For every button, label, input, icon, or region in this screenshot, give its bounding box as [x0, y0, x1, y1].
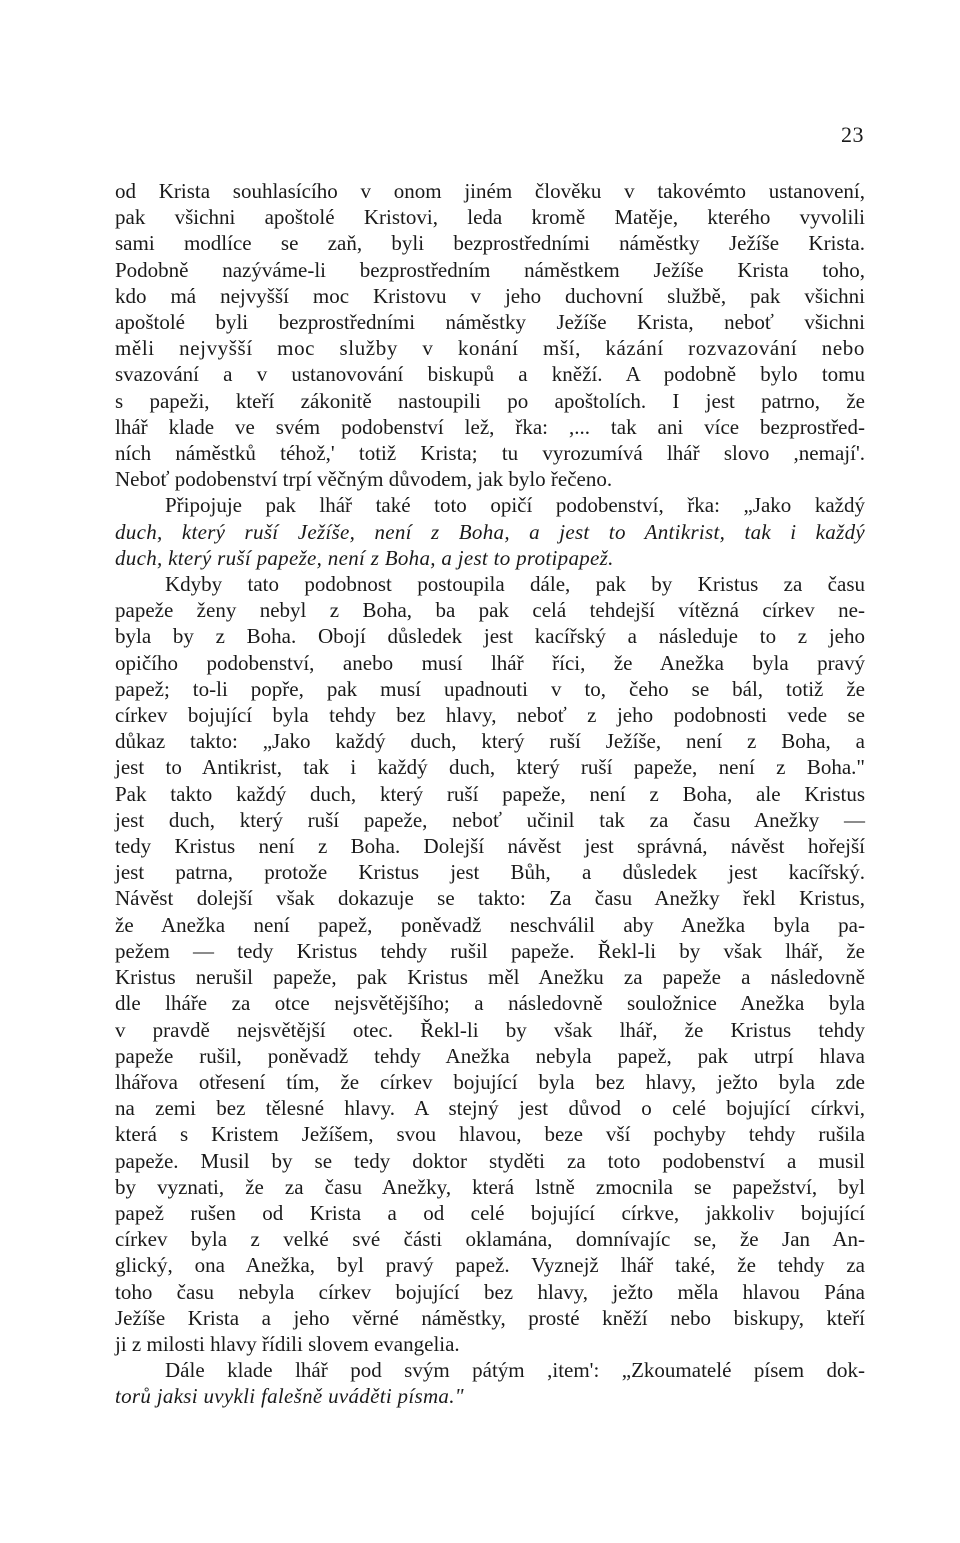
- text-line: v pravdě nejsvětější otec. Řekl-li by však lhář, že Kristus tehdy: [115, 1017, 865, 1042]
- text-line: církev bojující byla tehdy bez hlavy, neboť z jeho podobnosti vede se: [115, 703, 865, 728]
- text-line: dle lháře za otce nejsvětějšího; a následovně souložnice Anežka byla: [115, 991, 865, 1016]
- text-line: Připojuje pak lhář také toto opičí podobenství, řka: „Jako každý: [165, 493, 865, 518]
- text-line: Kdyby tato podobnost postoupila dále, pak by Kristus za času: [165, 572, 865, 597]
- text-line: důkaz takto: „Jako každý duch, který ruší Ježíše, není z Boha, a: [115, 729, 865, 754]
- text-line: papež rušen od Krista a od celé bojující církve, jakkoliv bojující: [115, 1200, 865, 1225]
- text-line: apoštolé byli bezprostředními náměstky Ježíše Krista, neboť všichni: [115, 310, 865, 335]
- text-line: která s Kristem Ježíšem, svou hlavou, beze vší pochyby tehdy rušila: [115, 1122, 865, 1147]
- text-line: Ježíše Krista a jeho věrné náměstky, prosté kněží nebo biskupy, kteří: [115, 1305, 865, 1330]
- text-line: Podobně nazýváme-li bezprostředním náměstkem Ježíše Krista toho,: [115, 257, 865, 282]
- text-line: ních náměstků téhož,' totiž Krista; tu vyrozumívá lhář slovo ,nemají'.: [115, 441, 865, 466]
- text-line: toho času nebyla církev bojující bez hlavy, ježto měla hlavou Pána: [115, 1279, 865, 1304]
- text-line-italic: duch, který ruší Ježíše, není z Boha, a jest to Antikrist, tak i každý: [115, 519, 865, 544]
- text-line: glický, ona Anežka, byl pravý papež. Vyznejž lhář také, že tehdy za: [115, 1253, 865, 1278]
- text-line: tedy Kristus není z Boha. Dolejší návěst jest správná, návěst hořejší: [115, 834, 865, 859]
- text-line: pak všichni apoštolé Kristovi, leda kromě Matěje, kterého vyvolili: [115, 205, 865, 230]
- text-line: byla by z Boha. Obojí důsledek jest kacířský a následuje to z jeho: [115, 624, 865, 649]
- text-line: lhář klade ve svém podobenství lež, řka: ,... tak ani více bezprostřed-: [115, 414, 865, 439]
- text-line: jest duch, který ruší papeže, neboť učinil tak za času Anežky —: [115, 807, 865, 832]
- text-line: od Krista souhlasícího v onom jiném člověku v takovémto ustanovení,: [115, 179, 865, 203]
- text-line: jest patrna, protože Kristus jest Bůh, a důsledek jest kacířský.: [115, 860, 865, 885]
- text-line: papeže. Musil by se tedy doktor styděti za toto podobenství a musil: [115, 1148, 865, 1173]
- text-line: papež; to-li popře, pak musí upadnouti v to, čeho se bál, totiž že: [115, 676, 865, 701]
- page-number: 23: [841, 122, 864, 147]
- text-line: papeže rušil, poněvadž tehdy Anežka nebyla papež, pak utrpí hlava: [115, 1043, 865, 1068]
- text-line: by vyznati, že za času Anežky, která lstně zmocnila se papežství, byl: [115, 1174, 865, 1199]
- text-line: Návěst dolejší však dokazuje se takto: Za času Anežky řekl Kristus,: [115, 886, 865, 911]
- text-line: opičího podobenství, anebo musí lhář říci, že Anežka byla pravý: [115, 650, 865, 675]
- text-line: Pak takto každý duch, který ruší papeže, není z Boha, ale Kristus: [115, 781, 865, 806]
- text-line: měli nejvyšší moc služby v konání mší, kázání rozvazování nebo: [115, 336, 865, 361]
- text-line: Neboť podobenství trpí věčným důvodem, jak bylo řečeno.: [115, 467, 613, 492]
- text-line-italic: duch, který ruší papeže, není z Boha, a jest to protipapež.: [115, 545, 614, 570]
- text-line: Kristus nerušil papeže, pak Kristus měl Anežku za papeže a následovně: [115, 965, 865, 990]
- text-line-italic: torů jaksi uvykli falešně uváděti písma.": [115, 1384, 464, 1409]
- body-text: [115, 178, 865, 1410]
- text-line: papeže ženy nebyl z Boha, ba pak celá tehdejší vítězná církev ne-: [115, 598, 865, 623]
- text-line: Dále klade lhář pod svým pátým ,item': „Zkoumatelé písem dok-: [165, 1358, 865, 1383]
- text-line: kdo má nejvyšší moc Kristovu v jeho duchovní službě, pak všichni: [115, 283, 865, 308]
- text-line: svazování a v ustanovování biskupů a kněží. A podobně bylo tomu: [115, 362, 865, 387]
- text-line: s papeži, kteří zákonitě nastoupili po apoštolích. I jest patrno, že: [115, 388, 865, 413]
- text-line: ji z milosti hlavy řídili slovem evangelia.: [115, 1331, 460, 1356]
- text-line: jest to Antikrist, tak i každý duch, který ruší papeže, není z Boha.": [115, 755, 865, 780]
- text-line: lhářova otřesení tím, že církev bojující byla bez hlavy, ježto byla zde: [115, 1069, 865, 1094]
- text-line: na zemi bez tělesné hlavy. A stejný jest důvod o celé bojující církvi,: [115, 1096, 865, 1121]
- text-line: církev byla z velké své části oklamána, domnívajíc se, že Jan An-: [115, 1227, 865, 1252]
- text-line: sami modlíce se zaň, byli bezprostředními náměstky Ježíše Krista.: [115, 231, 865, 256]
- text-line: že Anežka není papež, poněvadž neschválil aby Anežka byla pa-: [115, 912, 865, 937]
- text-line: pežem — tedy Kristus tehdy rušil papeže. Řekl-li by však lhář, že: [115, 938, 865, 963]
